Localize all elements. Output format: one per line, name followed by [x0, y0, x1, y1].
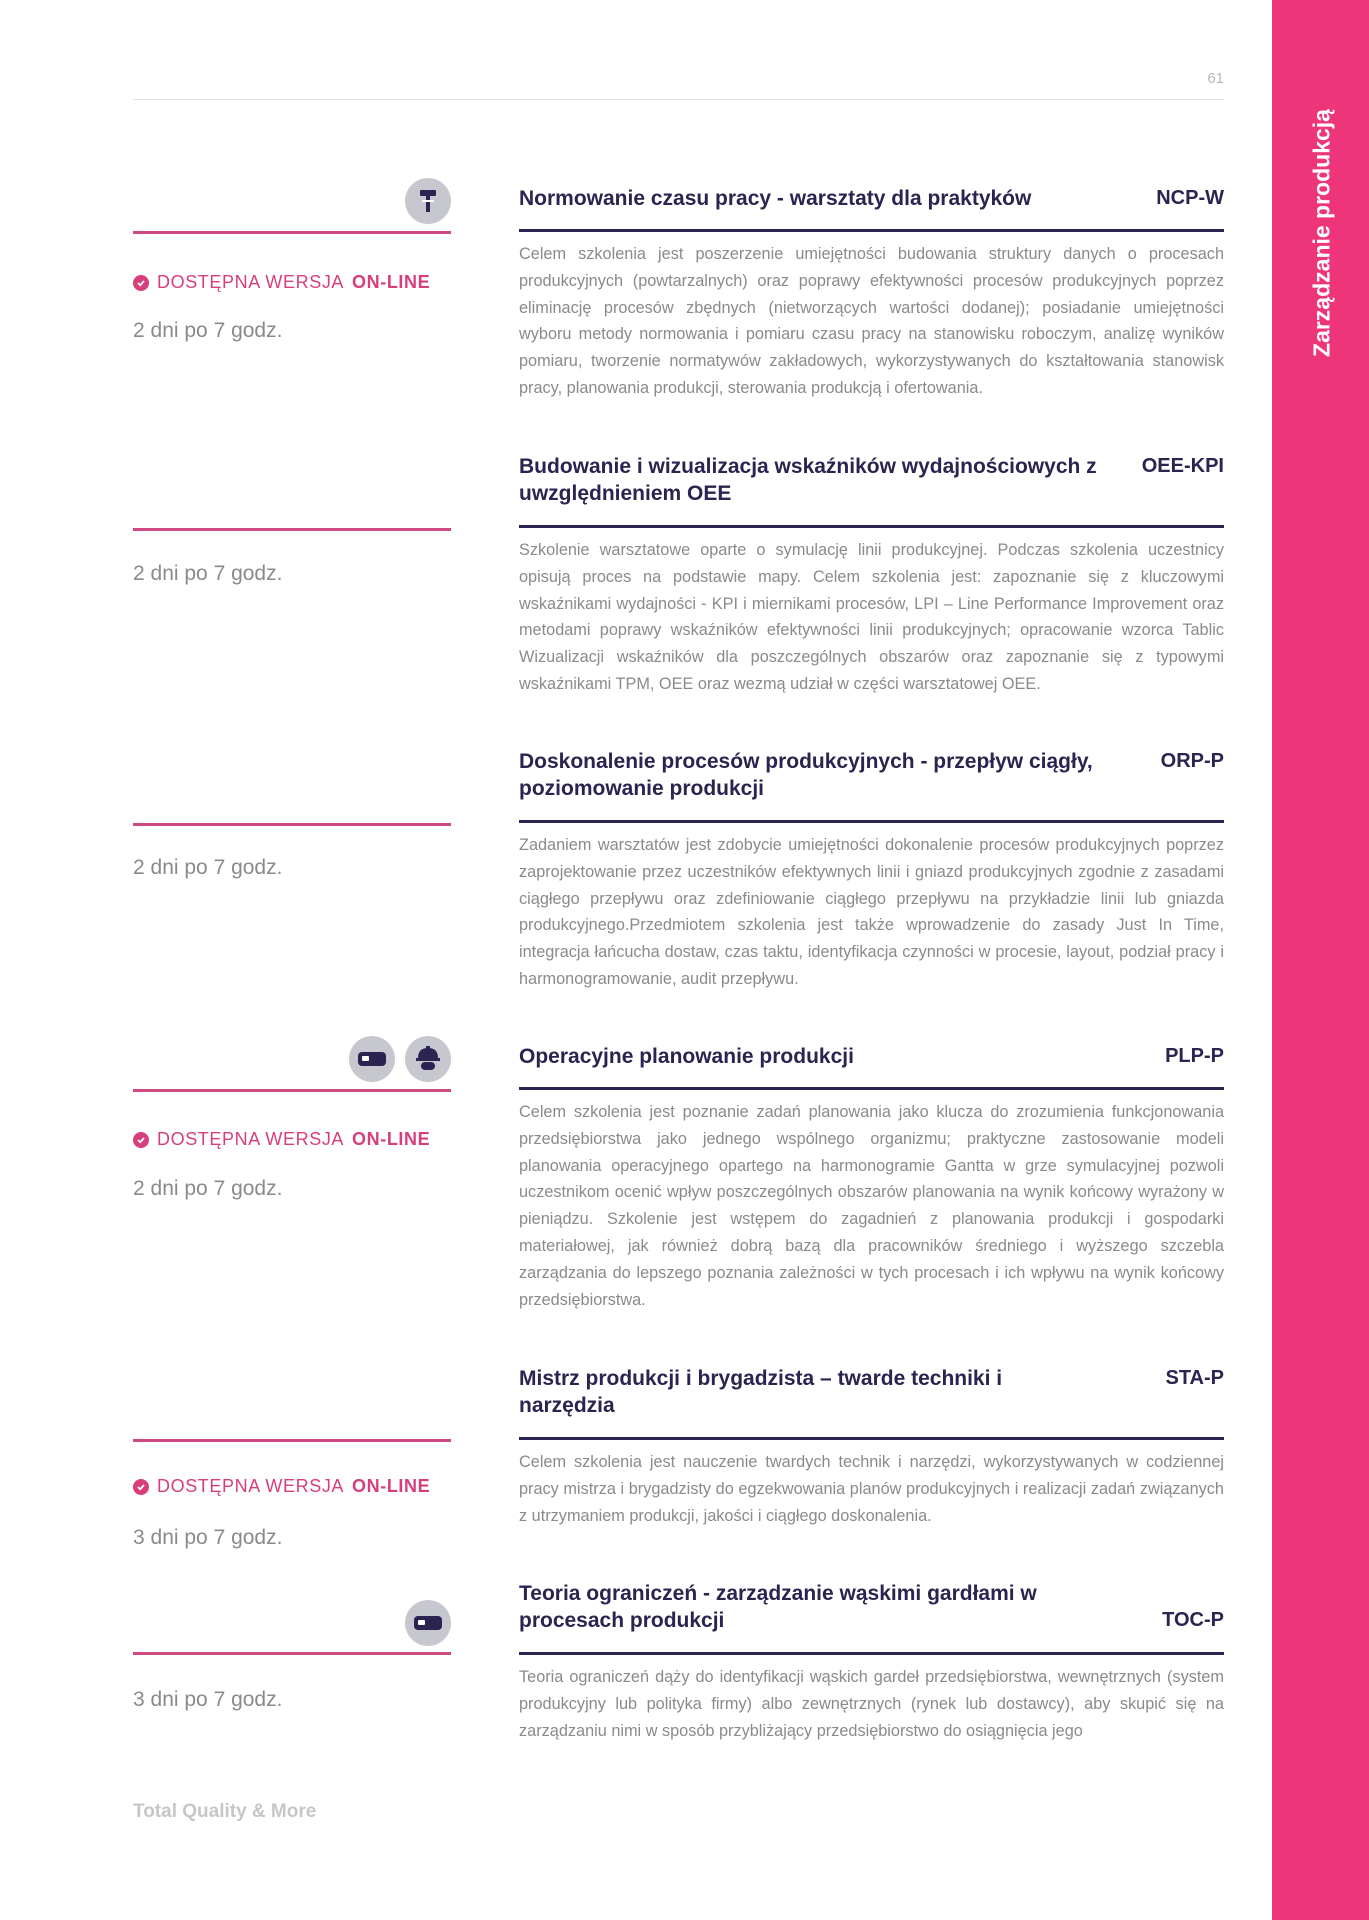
meta-divider	[133, 823, 451, 826]
course-code: ORP-P	[1160, 750, 1224, 772]
course-title-rule	[519, 820, 1224, 823]
course-title-rule	[519, 1087, 1224, 1090]
course-meta-4	[133, 1033, 451, 1213]
vr-headset-icon	[405, 1600, 451, 1646]
course-meta-6	[133, 1600, 451, 1710]
course-meta-3	[133, 822, 451, 882]
online-badge-emphasis: ON-LINE	[352, 1476, 431, 1496]
course-duration: 3 dni po 7 godz.	[133, 1526, 283, 1549]
worker-helmet-icon	[405, 1036, 451, 1082]
online-badge	[133, 272, 430, 293]
course-title-rule	[519, 1437, 1224, 1440]
vr-headset-icon	[349, 1036, 395, 1082]
online-badge	[133, 1476, 430, 1497]
course-code: TOC-P	[1162, 1609, 1224, 1631]
online-badge-prefix: DOSTĘPNA WERSJA	[157, 1476, 345, 1496]
course-icons	[349, 1036, 451, 1082]
course-duration: 3 dni po 7 godz.	[133, 1688, 283, 1711]
course-title: Operacyjne planowanie produkcji	[519, 1045, 854, 1068]
course-2	[519, 453, 1224, 693]
meta-divider	[133, 528, 451, 531]
course-meta-2	[133, 527, 451, 587]
header-divider	[133, 99, 1224, 100]
course-title: Normowanie czasu pracy - warsztaty dla praktyków	[519, 187, 1032, 210]
online-badge-prefix: DOSTĘPNA WERSJA	[157, 1129, 345, 1149]
course-code: STA-P	[1165, 1367, 1224, 1389]
meta-divider	[133, 1089, 451, 1092]
course-description: Szkolenie warsztatowe oparte o symulację linii produkcyjnej. Podczas szkolenia uczestnicy opisują proces na podstawie mapy. Celem szkolenia jest: zapoznanie się z kluczowymi wskaźnikami wydajności - KPI i miernikami procesów, LPI – Line Performance Improvement oraz metodami poprawy wskaźników efektywności linii produkcyjnych; opracowanie wzorca Tablic Wizualizacji wskaźników dla poszczególnych obszarów oraz zapoznanie się z typowymi wskaźnikami TPM, OEE oraz wezmą udział w części warsztatowej OEE.	[519, 541, 1224, 693]
online-badge-emphasis: ON-LINE	[352, 272, 431, 292]
page-number: 61	[1207, 70, 1224, 87]
course-code: PLP-P	[1165, 1045, 1224, 1067]
course-duration: 2 dni po 7 godz.	[133, 319, 283, 342]
course-title-rule	[519, 1652, 1224, 1655]
course-meta-1	[133, 175, 451, 345]
course-1	[519, 185, 1224, 397]
course-header	[519, 453, 1224, 507]
section-title-vertical	[1308, 98, 1335, 368]
meta-divider	[133, 1439, 451, 1442]
course-title: Doskonalenie procesów produkcyjnych - przepływ ciągły, poziomowanie produkcji	[519, 750, 1093, 800]
course-code: NCP-W	[1156, 187, 1224, 209]
course-header	[519, 748, 1224, 802]
meta-divider	[133, 1652, 451, 1655]
online-badge	[133, 1129, 430, 1150]
course-icons	[405, 178, 451, 224]
course-description: Celem szkolenia jest poszerzenie umiejętności budowania struktury danych o procesach produkcyjnych (powtarzalnych) oraz poprawy efektywności procesów produkcyjnych poprzez eliminację procesów zbędnych (nietworzących wartości dodanej); posiadanie umiejętności wyboru metody normowania i pomiaru czasu pracy na stanowisku roboczym, analizę wyników pomiaru, tworzenie normatywów zakładowych, wykorzystywanych do kształtowania stanowisk pracy, planowania produkcji, sterowania produkcją i ofertowania.	[519, 245, 1224, 397]
course-duration: 2 dni po 7 godz.	[133, 1177, 283, 1200]
course-title: Mistrz produkcji i brygadzista – twarde techniki i narzędzia	[519, 1367, 1003, 1417]
course-description: Zadaniem warsztatów jest zdobycie umiejętności dokonalenie procesów produkcyjnych poprzez zaprojektowanie przez uczestników efektywnych linii i gniazd produkcyjnych zgodnie z zasadami ciągłego przepływu oraz zdefiniowanie ciągłego przepływu na przykładzie linii lub gniazda produkcyjnego.Przedmiotem szkolenia jest także wprowadzenie do zasady Just In Time, integracja łańcucha dostaw, czas taktu, identyfikacja czynności w procesie, layout, podział pracy i harmonogramowanie, audit przepływu.	[519, 836, 1224, 988]
check-icon	[133, 1479, 149, 1495]
course-code: OEE-KPI	[1141, 455, 1224, 477]
course-title: Budowanie i wizualizacja wskaźników wydajnościowych z uwzględnieniem OEE	[519, 455, 1097, 505]
course-description: Celem szkolenia jest nauczenie twardych technik i narzędzi, wykorzystywanych w codziennej pracy mistrza i brygadzisty do egzekwowania planów produkcyjnych i realizacji zadań związanych z utrzymaniem produkcji, jakości i ciągłego doskonalenia.	[519, 1453, 1224, 1525]
footer-brand: Total Quality & More	[133, 1801, 317, 1822]
course-duration: 2 dni po 7 godz.	[133, 562, 283, 585]
course-icons	[405, 1600, 451, 1646]
course-header	[519, 1365, 1224, 1419]
course-description: Teoria ograniczeń dąży do identyfikacji wąskich gardeł przedsiębiorstwa, wewnętrznych (system produkcyjny lub polityka firmy) albo zewnętrznych (rynek lub dostawcy), aby skupić się na zarządzaniu nimi w sposób przybliżający przedsiębiorstwo do osiągnięcia jego	[519, 1668, 1224, 1740]
course-description: Celem szkolenia jest poznanie zadań planowania jako klucza do zrozumienia funkcjonowania przedsiębiorstwa jako jednego wspólnego organizmu; praktyczne zastosowanie modeli planowania operacyjnego opartego na harmonogramie Gantta w grze symulacyjnej pozwoli uczestnikom ocenić wpływ poszczególnych obszarów planowania na wynik końcowy wyrażony w pieniądzu. Szkolenie jest wstępem do zagadnień z planowania produkcji i gospodarki materiałowej, jak również dobrą bazą dla pracowników średniego i wyższego szczebla zarządzania do lepszego poznania zależności w tych procesach i ich wpływu na wynik końcowy przedsiębiorstwa.	[519, 1103, 1224, 1309]
course-header	[519, 1580, 1224, 1634]
online-badge-emphasis: ON-LINE	[352, 1129, 431, 1149]
course-4	[519, 1043, 1224, 1309]
course-6	[519, 1580, 1224, 1740]
section-title-text: Zarządzanie produkcją	[1308, 109, 1335, 357]
course-3	[519, 748, 1224, 988]
course-5	[519, 1365, 1224, 1525]
course-title-rule	[519, 229, 1224, 232]
course-title-rule	[519, 525, 1224, 528]
course-title: Teoria ograniczeń - zarządzanie wąskimi gardłami w procesach produkcji	[519, 1582, 1037, 1632]
check-icon	[133, 275, 149, 291]
hammer-icon	[405, 178, 451, 224]
course-duration: 2 dni po 7 godz.	[133, 856, 283, 879]
course-meta-5	[133, 1438, 451, 1558]
online-badge-prefix: DOSTĘPNA WERSJA	[157, 272, 345, 292]
meta-divider	[133, 231, 451, 234]
course-header	[519, 185, 1224, 212]
course-header	[519, 1043, 1224, 1070]
check-icon	[133, 1132, 149, 1148]
